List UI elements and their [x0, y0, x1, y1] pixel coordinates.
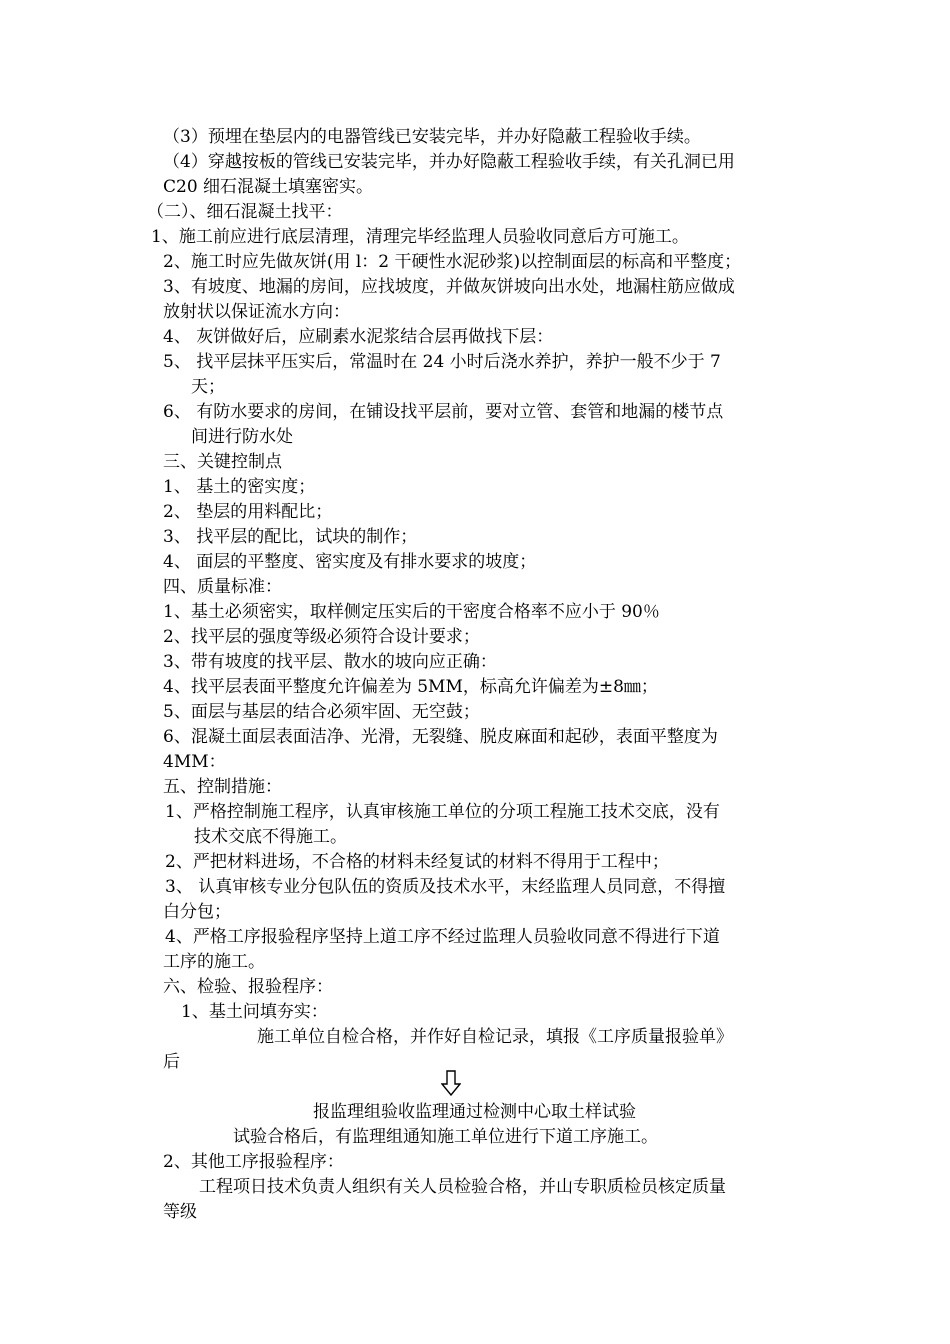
section-heading: 六、检验、报验程序：: [163, 977, 333, 997]
text-line: 1、 基土的密实度；: [163, 477, 316, 497]
text-line: 2、施工时应先做灰饼(用 l：2 干硬性水泥砂浆)以控制面层的标高和平整度；: [163, 252, 742, 272]
text-line: 3、带有坡度的找平层、散水的坡向应正确：: [163, 652, 497, 672]
text-line: 2、其他工序报验程序：: [163, 1152, 344, 1172]
text-line: 技术交底不得施工。: [194, 827, 347, 847]
text-line: 试验合格后，有监理组通知施工单位进行下道工序施工。: [233, 1127, 658, 1147]
text-line: 1、施工前应进行底层清理，清理完毕经监理人员验收同意后方可施工。: [151, 227, 689, 247]
text-line: 间进行防水处: [191, 427, 293, 447]
text-line: 天；: [191, 377, 225, 397]
text-line: 白分包；: [163, 902, 231, 922]
text-line: 4、找平层表面平整度允许偏差为 5MM，标高允许偏差为±8㎜；: [163, 677, 658, 697]
text-line: 1、基土问填夯实：: [181, 1002, 328, 1022]
text-line: 6、混凝土面层表面洁净、光滑，无裂缝、脱皮麻面和起砂，表面平整度为: [163, 727, 718, 747]
text-line: 1、基土必须密实，取样侧定压实后的干密度合格率不应小于 90％: [163, 602, 660, 622]
text-line: 工序的施工。: [163, 952, 265, 972]
section-heading: （二）、细石混凝土找平：: [147, 202, 343, 222]
text-line: （3）预埋在垫层内的电器管线已安装完毕，并办好隐蔽工程验收手续。: [163, 127, 701, 147]
text-line: 报监理组验收监理通过检测中心取土样试验: [313, 1102, 636, 1122]
text-line: 5、面层与基层的结合必须牢固、无空鼓；: [163, 702, 480, 722]
text-line: 放射状以保证流水方向：: [163, 302, 350, 322]
text-line: 5、 找平层抹平压实后，常温时在 24 小时后浇水养护，养护一般不少于 7: [163, 352, 721, 372]
text-line: 4、 面层的平整度、密实度及有排水要求的坡度；: [163, 552, 537, 572]
text-line: 等级: [163, 1202, 197, 1222]
text-line: 工程项日技术负责人组织有关人员检验合格，并山专职质检员核定质量: [199, 1177, 726, 1197]
text-line: 后: [163, 1052, 180, 1072]
text-line: 3、有坡度、地漏的房间，应找坡度，并做灰饼坡向出水处，地漏柱筋应做成: [163, 277, 735, 297]
text-line: 2、严把材料进场，不合格的材料未经复试的材料不得用于工程中；: [165, 852, 669, 872]
text-line: 6、 有防水要求的房间，在铺设找平层前，要对立管、套管和地漏的楼节点: [163, 402, 724, 422]
text-line: 4、 灰饼做好后，应刷素水泥浆结合层再做找下层：: [163, 327, 554, 347]
down-arrow-icon: [441, 1070, 461, 1096]
text-line: 4MM：: [163, 752, 226, 772]
text-line: 2、找平层的强度等级必须符合设计要求；: [163, 627, 480, 647]
text-line: （4）穿越按板的管线已安装完毕，并办好隐蔽工程验收手续，有关孔洞已用: [163, 152, 735, 172]
text-line: 2、 垫层的用料配比；: [163, 502, 333, 522]
text-line: 3、 认真审核专业分包队伍的资质及技术水平，末经监理人员同意，不得擅: [165, 877, 726, 897]
text-line: 施工单位自检合格，并作好自检记录，填报《工序质量报验单》: [257, 1027, 733, 1047]
section-heading: 三、关键控制点: [163, 452, 282, 472]
text-line: 1、严格控制施工程序，认真审核施工单位的分项工程施工技术交底，没有: [165, 802, 720, 822]
text-line: 4、严格工序报验程序坚持上道工序不经过监理人员验收同意不得进行下道: [165, 927, 720, 947]
text-line: C20 细石混凝土填塞密实。: [163, 177, 374, 197]
text-line: 3、 找平层的配比，试块的制作；: [163, 527, 418, 547]
section-heading: 四、质量标准：: [163, 577, 282, 597]
section-heading: 五、控制措施：: [163, 777, 282, 797]
